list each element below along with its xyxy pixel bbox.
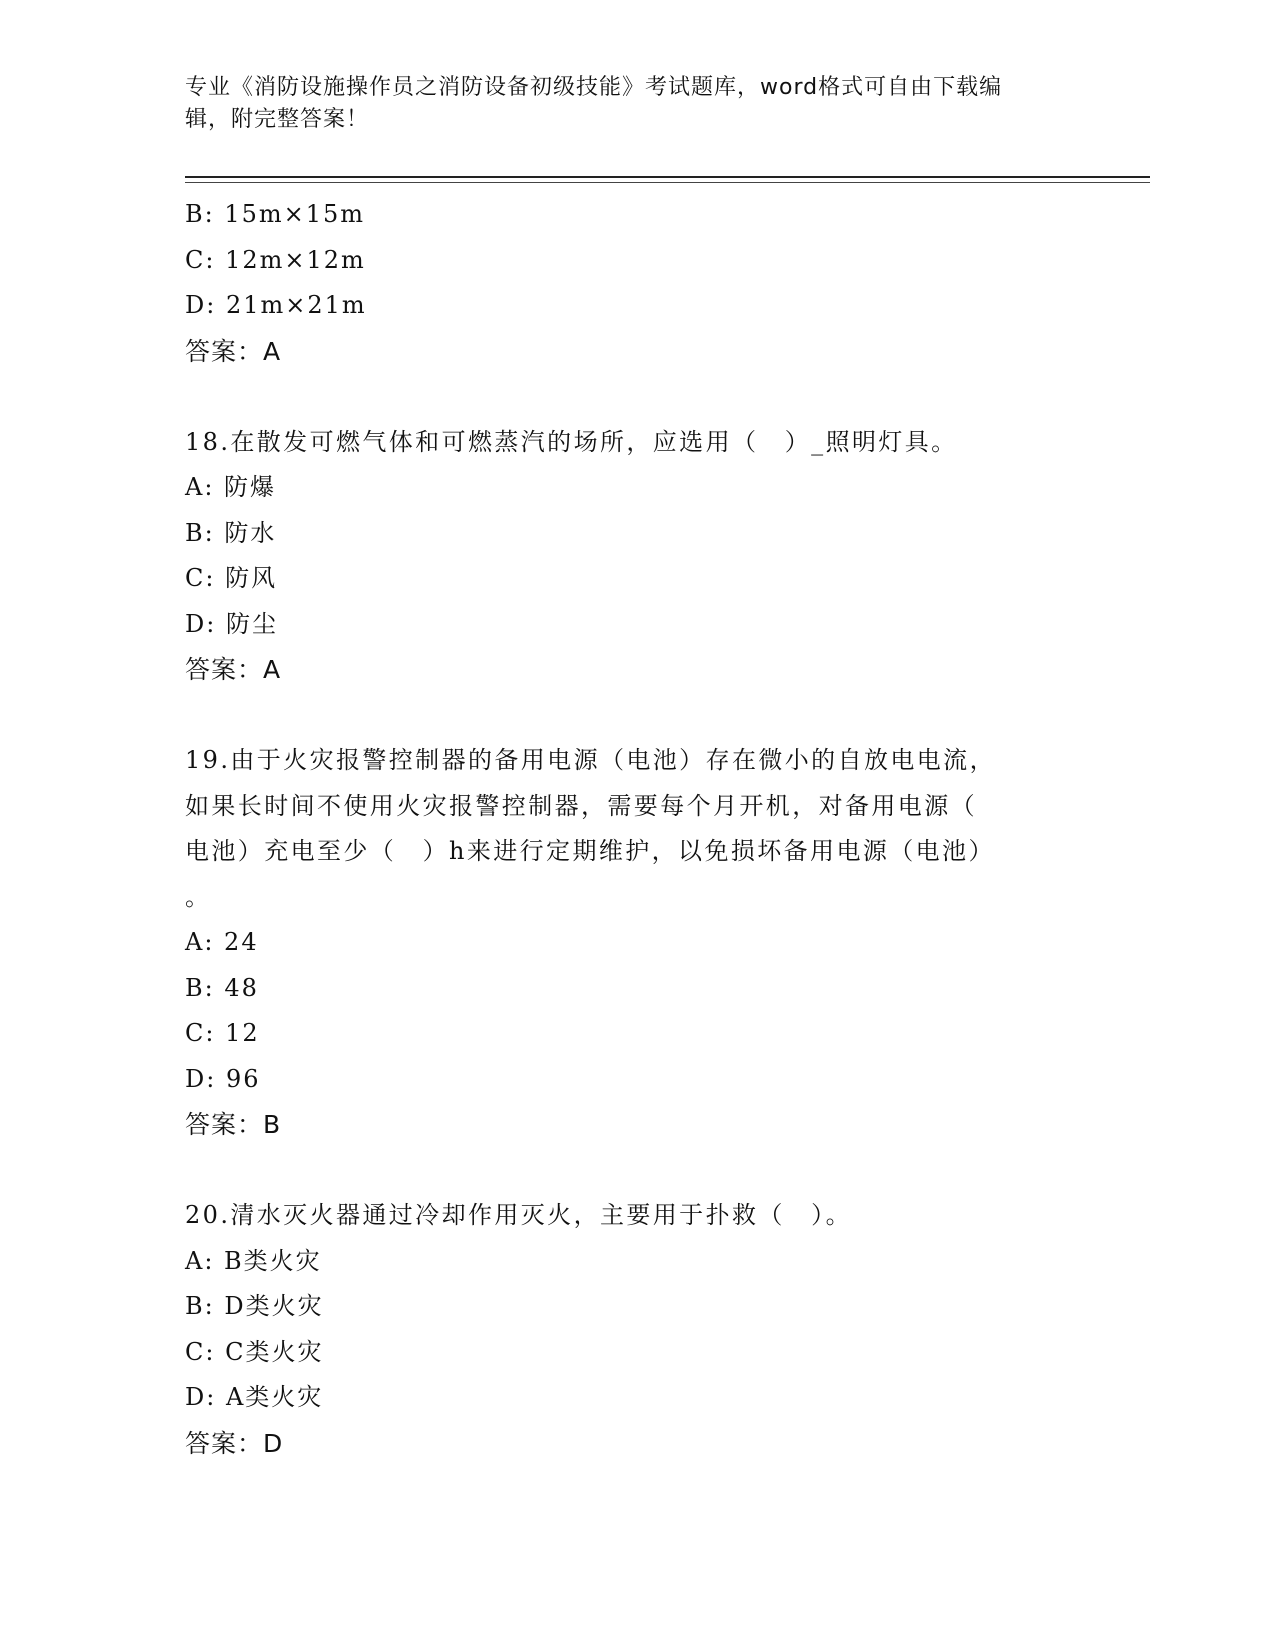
page-header: [185, 72, 1065, 136]
q19-option-c: C: 12: [185, 1019, 260, 1047]
question-17: [185, 192, 1075, 374]
q18-option-b: B: 防水: [185, 518, 277, 547]
q17-option-c: C: 12m×12m: [185, 245, 366, 274]
q18-option-c: C: 防风: [185, 564, 278, 592]
q18-option-d: D: 防尘: [185, 609, 278, 638]
q19-stem-line-2: 如果长时间不使用火灾报警控制器，需要每个月开机，对备用电源（: [185, 791, 977, 820]
q19-stem-line-3: 电池）充电至少（ ）h来进行定期维护，以免损坏备用电源（电池）: [185, 837, 995, 865]
q18-option-a: A: 防爆: [185, 473, 277, 501]
question-19: [185, 738, 1075, 1148]
q20-option-c: C: C类火灾: [185, 1337, 324, 1366]
q19-answer: 答案：B: [185, 1110, 282, 1139]
q19-option-a: A: 24: [185, 928, 259, 956]
q19-stem-line-4: 。: [185, 882, 212, 911]
q19-stem-line-1: 19.由于火灾报警控制器的备用电源（电池）存在微小的自放电电流，: [185, 746, 996, 774]
header-divider-thick: [185, 176, 1150, 178]
header-line-2: 辑，附完整答案！: [185, 107, 370, 132]
header-line-1: 专业《消防设施操作员之消防设备初级技能》考试题库，word格式可自由下载编: [185, 75, 1003, 100]
q20-option-b: B: D类火灾: [185, 1292, 324, 1320]
q20-answer: 答案：D: [185, 1428, 284, 1458]
header-divider-thin: [185, 182, 1150, 183]
spacer: [185, 374, 1075, 420]
q20-stem: 20.清水灭火器通过冷却作用灭火，主要用于扑救（ ）。: [185, 1201, 852, 1229]
q19-option-d: D: 96: [185, 1064, 261, 1093]
q17-answer: 答案：A: [185, 336, 282, 366]
question-18: [185, 420, 1075, 693]
spacer: [185, 693, 1075, 739]
q19-option-b: B: 48: [185, 973, 259, 1002]
question-20: [185, 1193, 1075, 1466]
q20-option-d: D: A类火灾: [185, 1383, 324, 1411]
q18-answer: 答案：A: [185, 655, 282, 684]
q20-option-a: A: B类火灾: [185, 1246, 322, 1275]
spacer: [185, 1148, 1075, 1194]
q17-option-b: B: 15m×15m: [185, 200, 366, 228]
q18-stem: 18.在散发可燃气体和可燃蒸汽的场所，应选用（ ）_照明灯具。: [185, 427, 958, 456]
question-list: [185, 192, 1075, 1466]
q17-option-d: D: 21m×21m: [185, 291, 367, 319]
